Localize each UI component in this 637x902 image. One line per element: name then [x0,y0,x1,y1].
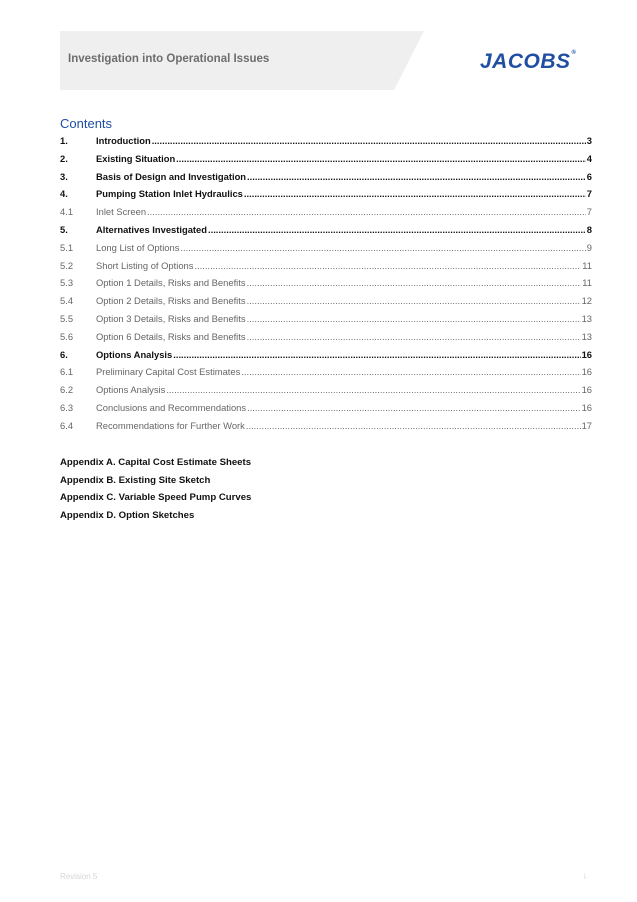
toc-entry-title: Options Analysis [96,384,166,396]
toc-entry-number: 5.4 [60,295,74,307]
toc-entry-page: 16 [581,401,592,413]
toc-entry-title: Short Listing of Options [96,259,194,271]
toc-entry-number: 5.5 [60,312,74,324]
appendix-item[interactable]: Appendix D. Option Sketches [60,509,195,521]
toc-entry-number: 2. [60,152,68,164]
toc-entry-number: 4.1 [60,206,74,218]
toc-entry-page: 17 [581,419,592,431]
toc-entry-page: 4 [586,152,592,164]
toc-entry-title: Inlet Screen [96,206,147,218]
toc-entry-page: 16 [581,366,592,378]
registered-mark: ® [571,50,577,56]
footer-page-number: i [584,872,586,881]
toc-entry[interactable] [60,153,592,171]
toc-entry-title: Conclusions and Recommendations [96,401,247,413]
toc-entry-title: Option 3 Details, Risks and Benefits [96,312,246,324]
toc-entry[interactable] [60,277,592,295]
appendix-item[interactable]: Appendix C. Variable Speed Pump Curves [60,492,252,504]
toc-dot-leader [176,153,586,164]
toc-entry-page: 12 [581,295,592,307]
toc-entry-number: 6.4 [60,419,74,431]
toc-entry-title: Existing Situation [96,152,176,164]
toc-entry[interactable] [60,242,592,260]
toc-entry-number: 3. [60,170,68,182]
toc-entry-title: Option 2 Details, Risks and Benefits [96,295,246,307]
contents-heading: Contents [60,116,113,131]
toc-entry[interactable] [60,366,592,384]
toc-entry-number: 5.2 [60,259,74,271]
toc-entry[interactable] [60,349,592,367]
toc-dot-leader [247,295,581,306]
toc-dot-leader [208,224,586,235]
toc-dot-leader [247,277,582,288]
footer-revision: Revision 5 [60,872,98,881]
toc-dot-leader [173,349,580,360]
toc-entry-title: Basis of Design and Investigation [96,170,247,182]
toc-entry-number: 5. [60,223,68,235]
toc-dot-leader [152,135,586,146]
toc-entry-title: Long List of Options [96,241,180,253]
appendix-item[interactable]: Appendix B. Existing Site Sketch [60,474,211,486]
toc-entry-title: Option 1 Details, Risks and Benefits [96,277,246,289]
toc-dot-leader [180,242,585,253]
jacobs-logo [480,50,576,74]
toc-entry[interactable] [60,313,592,331]
toc-entry-title: Recommendations for Further Work [96,419,245,431]
toc-entry[interactable] [60,260,592,278]
toc-entry-title: Option 6 Details, Risks and Benefits [96,330,246,342]
appendix-list [60,454,251,524]
toc-entry-number: 6.1 [60,366,74,378]
toc-entry-page: 13 [581,312,592,324]
toc-entry-page: 16 [581,348,592,360]
toc-dot-leader [247,331,581,342]
toc-entry[interactable] [60,171,592,189]
toc-entry-number: 6.2 [60,384,74,396]
toc-entry-number: 1. [60,135,68,146]
appendix-item[interactable]: Appendix A. Capital Cost Estimate Sheets [60,457,252,468]
toc-entry[interactable] [60,420,592,438]
toc-entry-title: Alternatives Investigated [96,223,207,235]
toc-entry-page: 7 [586,206,592,218]
toc-entry-page: 7 [586,188,592,200]
toc-entry-page: 8 [586,223,592,235]
toc-entry-page: 9 [586,241,592,253]
toc-entry-page: 13 [581,330,592,342]
toc-dot-leader [244,188,586,199]
toc-entry[interactable] [60,224,592,242]
toc-entry-title: Options Analysis [96,348,173,360]
toc-entry-number: 5.3 [60,277,74,289]
toc-dot-leader [247,171,586,182]
toc-dot-leader [247,313,581,324]
toc-entry[interactable] [60,402,592,420]
toc-entry[interactable] [60,295,592,313]
toc-entry[interactable] [60,206,592,224]
toc-entry-title: Preliminary Capital Cost Estimates [96,366,241,378]
toc-entry-number: 6. [60,348,68,360]
toc-dot-leader [166,384,580,395]
toc-entry-page: 11 [582,259,592,271]
toc-entry-title: Pumping Station Inlet Hydraulics [96,188,243,200]
toc-entry[interactable] [60,384,592,402]
toc-entry[interactable] [60,331,592,349]
toc-dot-leader [247,402,580,413]
toc-entry-number: 5.6 [60,330,74,342]
logo-text: JACOBS [480,50,571,73]
toc-entry-number: 4. [60,188,68,200]
table-of-contents [60,135,592,438]
toc-entry-page: 11 [582,277,592,289]
toc-entry-page: 16 [581,384,592,396]
toc-dot-leader [147,206,586,217]
toc-entry-page: 3 [586,135,592,146]
toc-dot-leader [241,366,580,377]
toc-dot-leader [194,260,581,271]
document-title: Investigation into Operational Issues [68,53,270,65]
toc-entry[interactable] [60,188,592,206]
toc-entry[interactable] [60,135,592,153]
toc-entry-title: Introduction [96,135,151,146]
toc-dot-leader [246,420,581,431]
toc-entry-number: 6.3 [60,401,74,413]
toc-entry-number: 5.1 [60,241,74,253]
toc-entry-page: 6 [586,170,592,182]
